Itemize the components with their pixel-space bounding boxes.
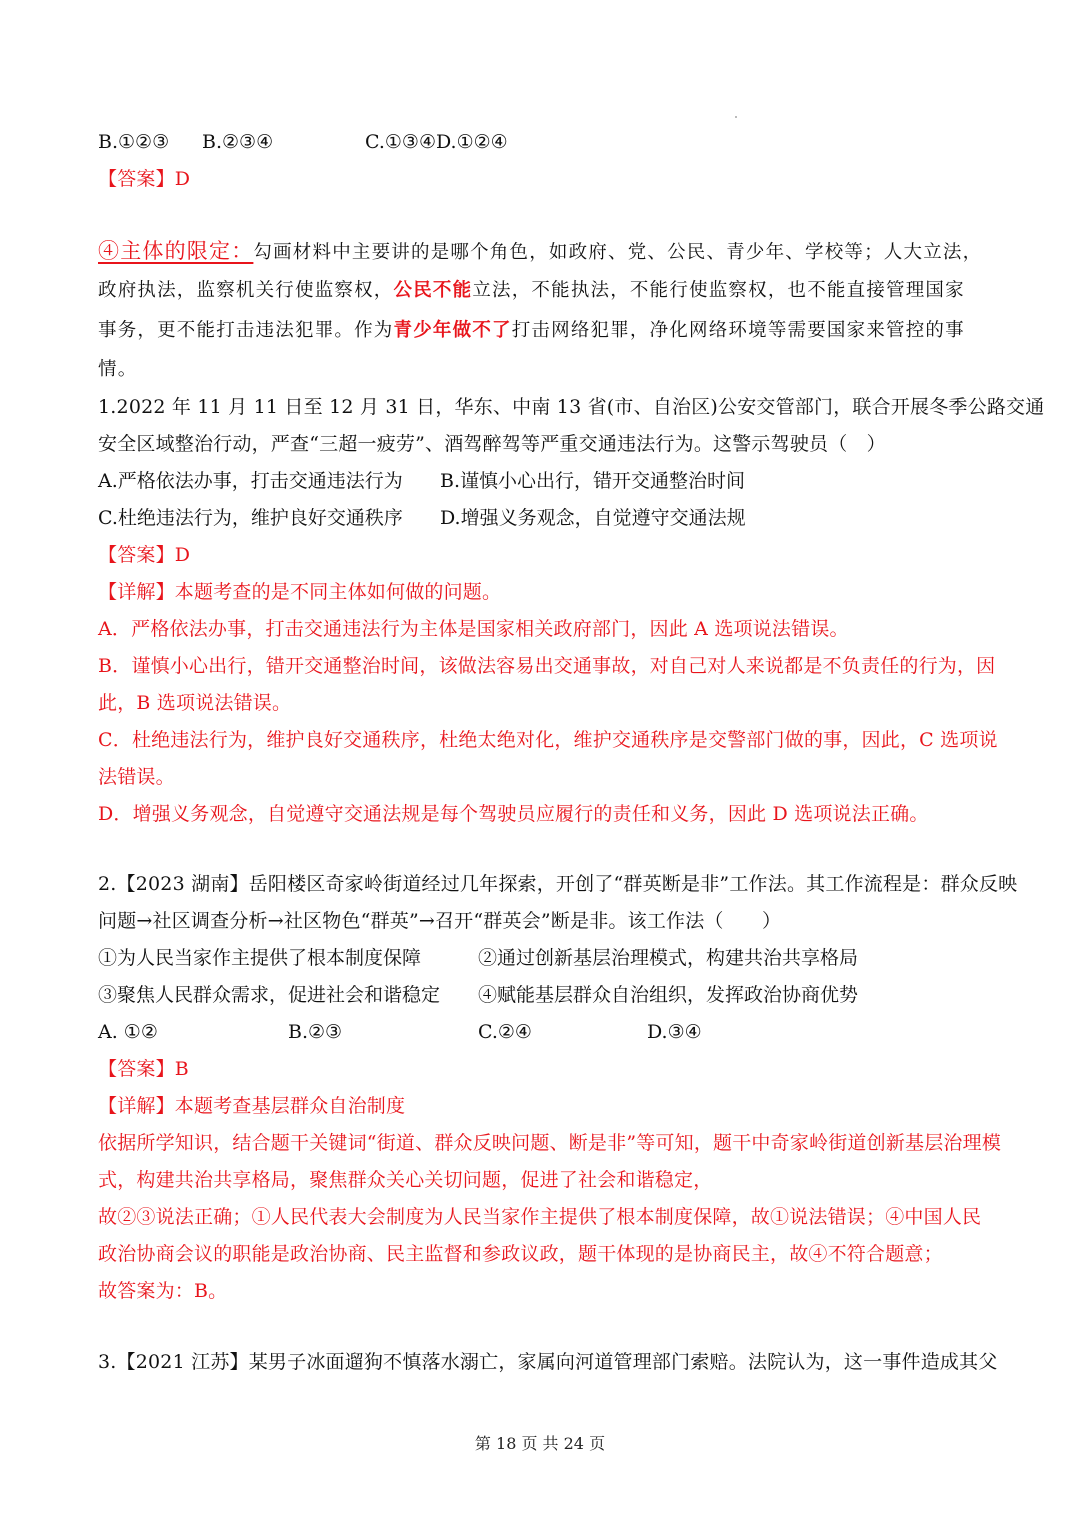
q1-option-c: C.杜绝违法行为，维护良好交通秩序 (98, 507, 403, 529)
q1-option-b: B.谨慎小心出行，错开交通整治时间 (440, 470, 746, 492)
tip-emphasis-citizen: 公民不能 (393, 280, 473, 301)
q2-option-b: B.②③ (288, 1021, 343, 1043)
q2-stem-line-1: 2.【2023 湖南】岳阳楼区奇家岭街道经过几年探索，开创了“群英断是非”工作法。其工作流程是：群众反映 (98, 873, 1018, 895)
page-footer: 第 18 页 共 24 页 (474, 1434, 606, 1453)
q2-statement-2: ②通过创新基层治理模式，构建共治共享格局 (478, 947, 859, 969)
q2-statement-4: ④赋能基层群众自治组织，发挥政治协商优势 (478, 984, 859, 1006)
q2-statement-3: ③聚焦人民群众需求，促进社会和谐稳定 (98, 984, 441, 1006)
q2-option-c: C.②④ (478, 1021, 532, 1043)
q2-explain-4: 政治协商会议的职能是政治协商、民主监督和参政议政，题干体现的是协商民主，故④不符合题意； (98, 1243, 943, 1265)
q1-detail: 【详解】本题考查的是不同主体如何做的问题。 (98, 581, 502, 603)
q2-explain-1: 依据所学知识，结合题干关键词“街道、群众反映问题、断是非”等可知，题干中奇家岭街道创新基层治理模 (98, 1132, 1002, 1154)
q1-option-a: A.严格依法办事，打击交通违法行为 (98, 470, 403, 492)
q2-statement-1: ①为人民当家作主提供了根本制度保障 (98, 947, 422, 969)
q2-explain-2: 式，构建共治共享格局，聚焦群众关心关切问题，促进了社会和谐稳定， (98, 1169, 713, 1191)
tip-text-2b: 立法，不能执法，不能行使监察权，也不能直接管理国家 (472, 280, 965, 301)
q1-explain-c-1: C．杜绝违法行为，维护良好交通秩序，杜绝太绝对化，维护交通秩序是交警部门做的事，因此，C 选项说 (98, 729, 998, 751)
q1-option-d: D.增强义务观念，自觉遵守交通法规 (440, 507, 746, 529)
q1-answer: 【答案】D (98, 544, 191, 566)
q1-explain-c-2: 法错误。 (98, 766, 175, 788)
prev-option-cd: C.①③④D.①②④ (365, 131, 508, 153)
prev-option-b: B.①②③ (98, 131, 170, 153)
tip-line-1 (98, 238, 982, 266)
q2-explain-3: 故②③说法正确；①人民代表大会制度为人民当家作主提供了根本制度保障，故①说法错误；④中国人民 (98, 1206, 982, 1228)
tip-line-3 (98, 318, 965, 344)
q2-answer: 【答案】B (98, 1058, 189, 1080)
q2-option-d: D.③④ (647, 1021, 702, 1043)
q1-stem-line-2: 安全区域整治行动，严查“三超一疲劳”、酒驾醉驾等严重交通违法行为。这警示驾驶员（ ） (98, 433, 886, 455)
tip-text-2a: 政府执法，监察机关行使监察权， (98, 280, 394, 301)
tip-heading: ④主体的限定： (98, 239, 254, 263)
scan-speck (735, 116, 737, 118)
tip-line-2 (98, 278, 965, 304)
q2-detail: 【详解】本题考查基层群众自治制度 (98, 1095, 406, 1117)
q1-stem-line-1: 1.2022 年 11 月 11 日至 12 月 31 日，华东、中南 13 省(市、自治区)公安交管部门，联合开展冬季公路交通 (98, 396, 1045, 418)
tip-emphasis-youth: 青少年做不了 (393, 320, 512, 341)
q1-explain-a: A．严格依法办事，打击交通违法行为主体是国家相关政府部门，因此 A 选项说法错误。 (98, 618, 849, 640)
tip-text-3b: 打击网络犯罪，净化网络环境等需要国家来管控的事 (511, 320, 965, 341)
prev-option-b2: B.②③④ (202, 131, 274, 153)
tip-text-1: 勾画材料中主要讲的是哪个角色，如政府、党、公民、青少年、学校等；人大立法， (253, 242, 983, 263)
q2-stem-line-2: 问题→社区调查分析→社区物色“群英”→召开“群英会”断是非。该工作法（ ） (98, 910, 782, 932)
q3-stem-line-1: 3.【2021 江苏】某男子冰面遛狗不慎落水溺亡，家属向河道管理部门索赔。法院认为，这一事件造成其父 (98, 1351, 998, 1373)
q2-explain-5: 故答案为：B。 (98, 1280, 228, 1302)
q2-option-a: A. ①② (98, 1021, 158, 1043)
q1-explain-b-2: 此，B 选项说法错误。 (98, 692, 292, 714)
tip-line-4: 情。 (98, 359, 138, 380)
q1-explain-b-1: B．谨慎小心出行，错开交通整治时间，该做法容易出交通事故，对自己对人来说都是不负责任的行为，因 (98, 655, 996, 677)
prev-answer: 【答案】D (98, 168, 191, 190)
q1-explain-d: D．增强义务观念，自觉遵守交通法规是每个驾驶员应履行的责任和义务，因此 D 选项说法正确。 (98, 803, 929, 825)
tip-text-3a: 事务，更不能打击违法犯罪。作为 (98, 320, 394, 341)
